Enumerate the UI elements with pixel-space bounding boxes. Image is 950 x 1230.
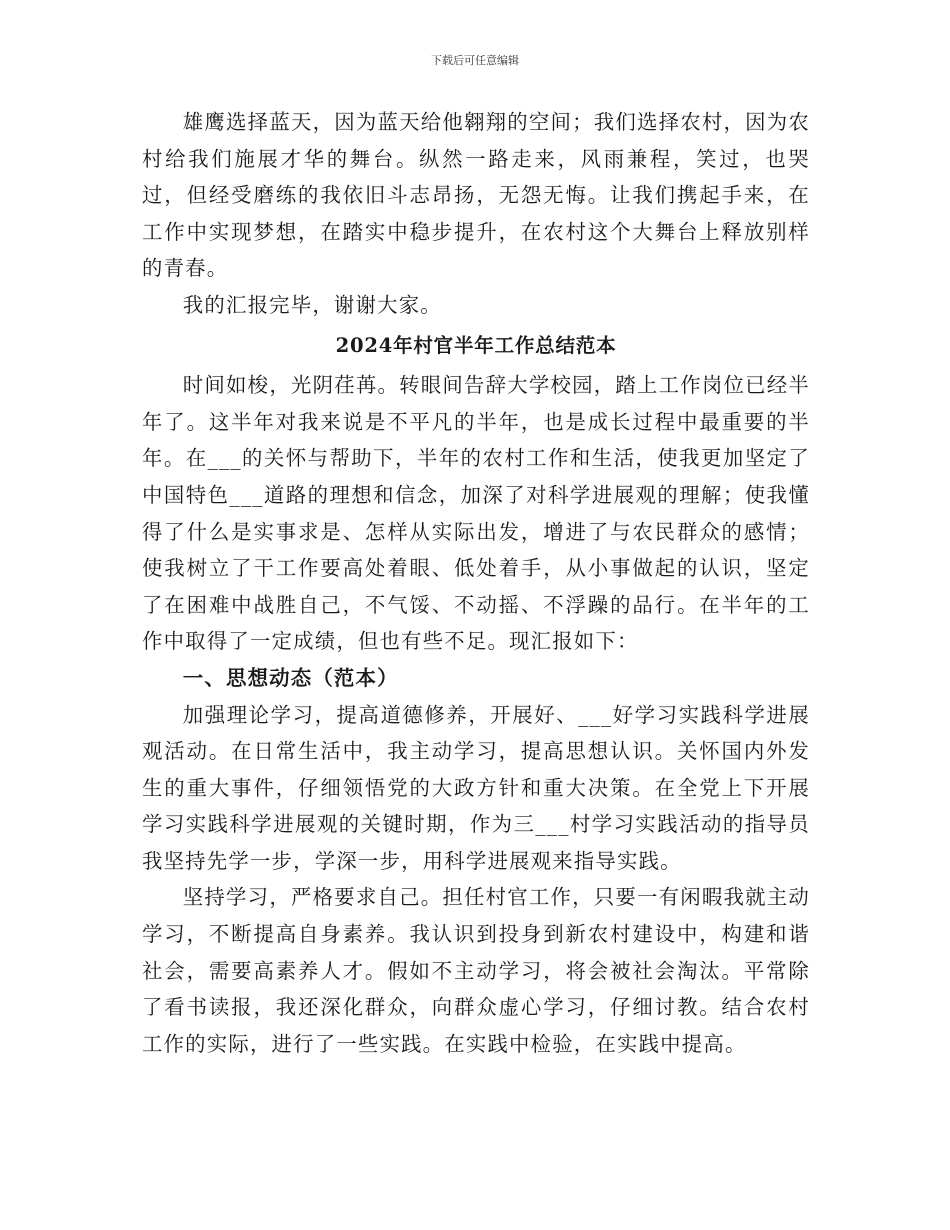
section1-paragraph-2: 坚持学习，严格要求自己。担任村官工作，只要一有闲暇我就主动学习，不断提高自身素养。我认识到投身到新农村建设中，构建和谐社会，需要高素养人才。假如不主动学习，将会被社会淘汰。平常除了看书读报，我还深化群众，向群众虚心学习，仔细讨教。结合农村工作的实际，进行了一些实践。在实践中检验，在实践中提高。 [142,885,810,1056]
section1-paragraph-1: 加强理论学习，提高道德修养，开展好、___好学习实践科学进展观活动。在日常生活中，我主动学习，提高思想认识。关怀国内外发生的重大事件，仔细领悟党的大政方针和重大决策。在全党上下开展学习实践科学进展观的关键时期，作为三___村学习实践活动的指导员我坚持先学一步，学深一步，用科学进展观来指导实践。 [142,702,810,873]
paragraph-closing-2: 我的汇报完毕，谢谢大家。 [182,292,442,317]
section-heading-1: 一、思想动态（范本） [182,665,399,690]
page-header: 下载后可任意编辑 [431,54,519,67]
paragraph-intro: 时间如梭，光阴荏苒。转眼间告辞大学校园，踏上工作岗位已经半年了。这半年对我来说是不平凡的半年，也是成长过程中最重要的半年。在___的关怀与帮助下，半年的农村工作和生活，使我更加坚定了中国特色___道路的理想和信念，加深了对科学进展观的理解；使我懂得了什么是实事求是、怎样从实际出发，增进了与农民群众的感情；使我树立了干工作要高处着眼、低处着手，从小事做起的认识，坚定了在困难中战胜自己，不气馁、不动摇、不浮躁的品行。在半年的工作中取得了一定成绩，但也有些不足。现汇报如下： [142,373,810,654]
document-title: 2024年村官半年工作总结范本 [335,333,617,357]
document-body [142,104,810,1062]
paragraph-closing-1: 雄鹰选择蓝天，因为蓝天给他翱翔的空间；我们选择农村，因为农村给我们施展才华的舞台。纵然一路走来，风雨兼程，笑过，也哭过，但经受磨练的我依旧斗志昂扬，无怨无悔。让我们携起手来，在工作中实现梦想，在踏实中稳步提升，在农村这个大舞台上释放别样的青春。 [142,110,810,281]
